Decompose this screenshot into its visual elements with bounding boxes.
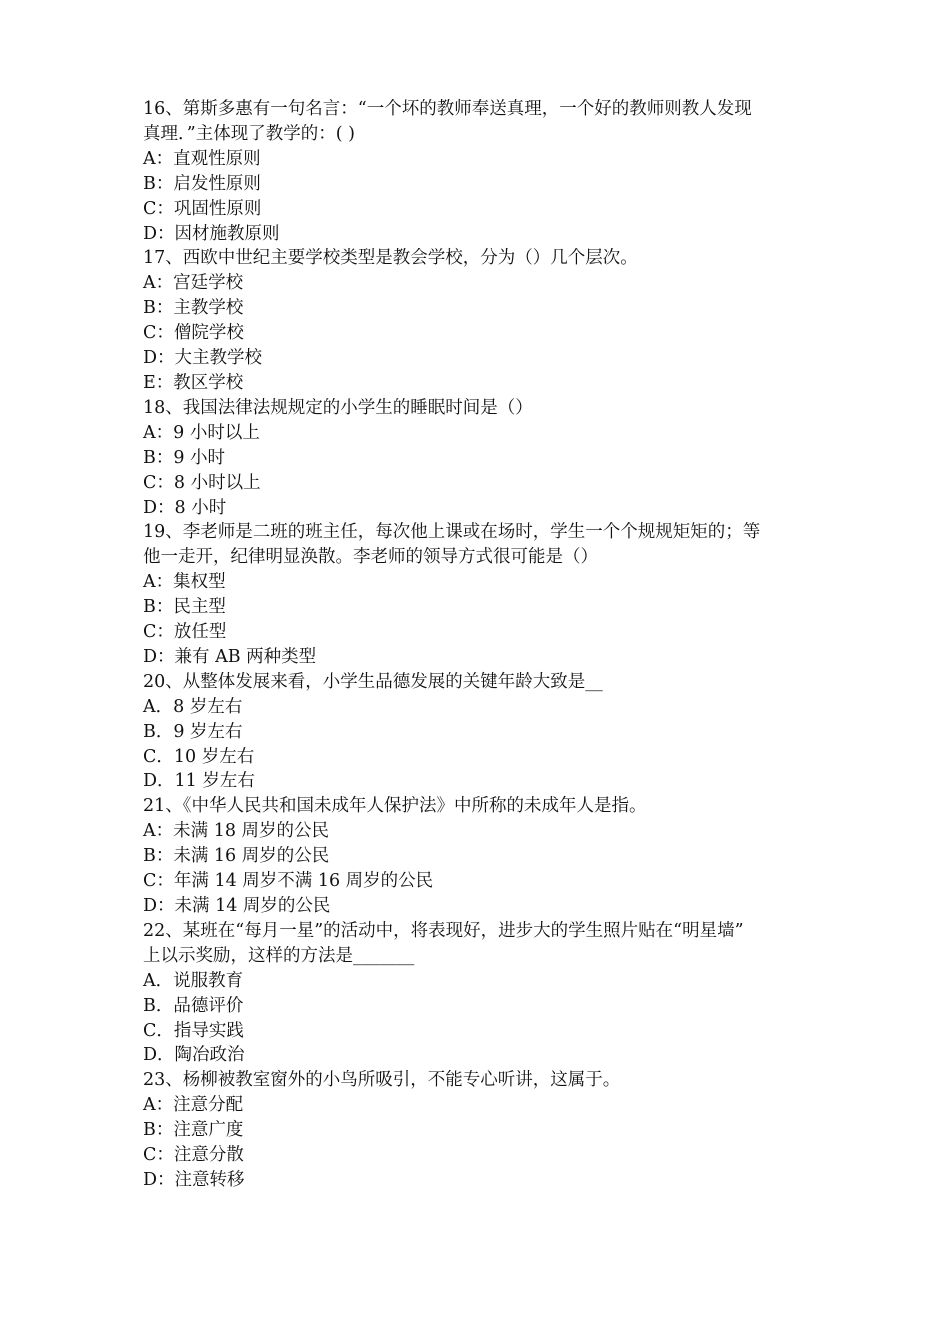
question-20: [143, 670, 823, 795]
option-a: A：集权型: [143, 572, 226, 593]
question-text: 22、某班在“每月一星”的活动中，将表现好，进步大的学生照片贴在“明星墙”: [143, 920, 744, 941]
question-text: 18、我国法律法规规定的小学生的睡眠时间是（）: [143, 397, 533, 418]
option-b: B：9 小时: [143, 447, 226, 468]
question-text: 19、李老师是二班的班主任，每次他上课或在场时，学生一个个规规矩矩的；等: [143, 522, 761, 543]
option-b: B：未满 16 周岁的公民: [143, 846, 330, 867]
question-text: 真理．”主体现了教学的：( ): [143, 123, 355, 144]
option-b: B．品德评价: [143, 995, 244, 1016]
option-b: B：注意广度: [143, 1120, 244, 1141]
option-d: D：未满 14 周岁的公民: [143, 896, 331, 916]
document-page: [143, 97, 823, 1193]
option-d: D：注意转移: [143, 1169, 245, 1190]
question-21: [143, 794, 823, 919]
option-d: D．陶冶政治: [143, 1045, 245, 1066]
option-c: C：8 小时以上: [143, 472, 261, 493]
option-a: A：注意分配: [143, 1095, 244, 1116]
question-22: [143, 919, 823, 1068]
option-c: C：注意分散: [143, 1145, 244, 1166]
question-text: 20、从整体发展来看，小学生品德发展的关键年龄大致是__: [143, 671, 603, 692]
option-c: C：僧院学校: [143, 323, 244, 344]
question-text: 23、杨柳被教室窗外的小鸟所吸引，不能专心听讲，这属于。: [143, 1070, 621, 1091]
option-c: C：年满 14 周岁不满 16 周岁的公民: [143, 871, 434, 892]
option-d: D：兼有 AB 两种类型: [143, 646, 317, 667]
option-b: B：启发性原则: [143, 173, 261, 194]
option-a: A：9 小时以上: [143, 422, 260, 443]
option-e: E：教区学校: [143, 372, 244, 393]
question-18: [143, 396, 823, 521]
question-16: [143, 97, 823, 246]
option-c: C．10 岁左右: [143, 746, 255, 767]
question-text: 17、西欧中世纪主要学校类型是教会学校，分为（）几个层次。: [143, 248, 638, 269]
option-b: B：民主型: [143, 597, 226, 618]
question-17: [143, 246, 823, 395]
option-a: A：宫廷学校: [143, 273, 244, 294]
option-d: D：因材施教原则: [143, 223, 280, 244]
option-d: D．11 岁左右: [143, 771, 255, 792]
option-c: C：放任型: [143, 622, 227, 643]
question-text: 他一走开，纪律明显涣散。李老师的领导方式很可能是（）: [143, 547, 598, 568]
option-b: B．9 岁左右: [143, 721, 243, 742]
question-text: 上以示奖励，这样的方法是_______: [143, 945, 415, 966]
option-a: A．8 岁左右: [143, 696, 243, 717]
option-b: B：主教学校: [143, 298, 244, 319]
question-19: [143, 520, 823, 669]
option-a: A．说服教育: [143, 970, 244, 991]
option-a: A：未满 18 周岁的公民: [143, 821, 330, 842]
option-c: C．指导实践: [143, 1020, 244, 1041]
option-d: D：8 小时: [143, 497, 227, 518]
question-text: 16、第斯多惠有一句名言：“一个坏的教师奉送真理，一个好的教师则教人发现: [143, 99, 752, 119]
option-c: C：巩固性原则: [143, 198, 262, 219]
question-23: [143, 1068, 823, 1193]
option-a: A：直观性原则: [143, 148, 261, 169]
question-text: 21、《中华人民共和国未成年人保护法》中所称的未成年人是指。: [143, 796, 647, 817]
option-d: D：大主教学校: [143, 348, 263, 369]
